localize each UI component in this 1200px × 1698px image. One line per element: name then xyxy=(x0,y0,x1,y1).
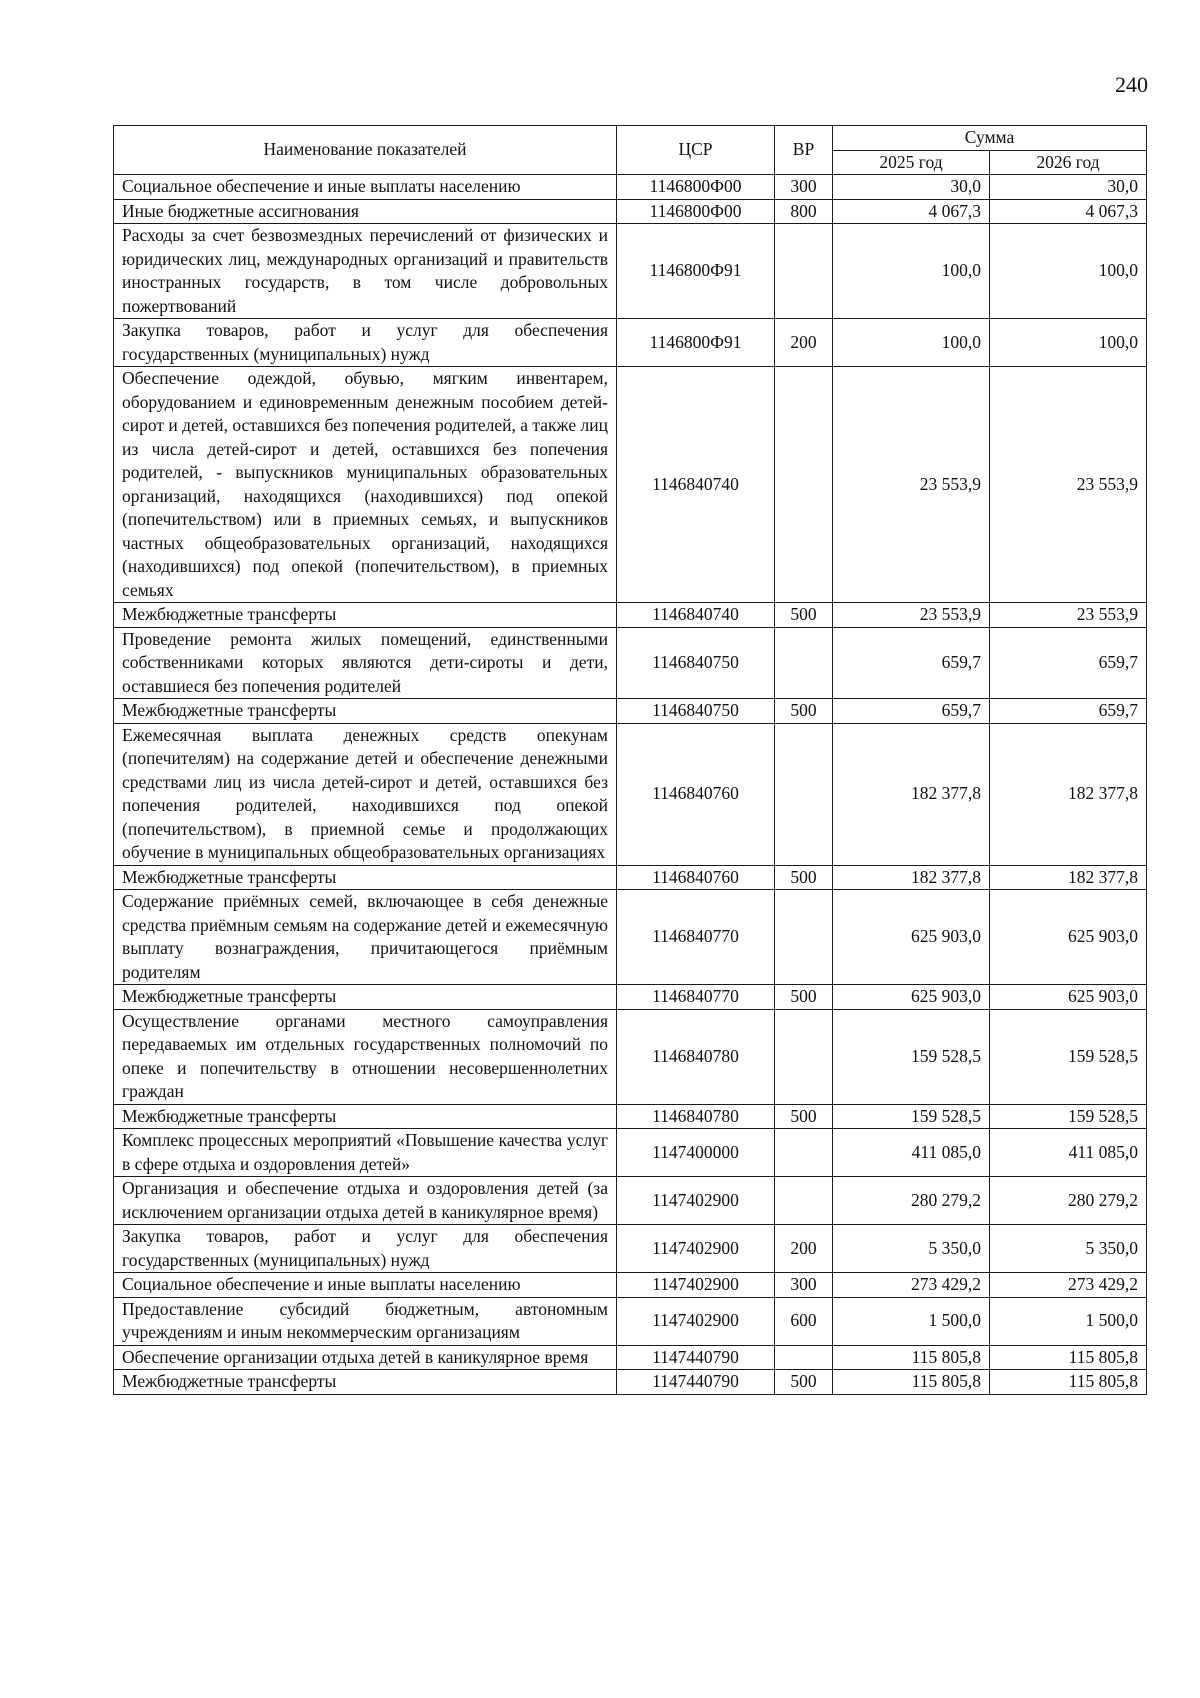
cell-csr: 1146840740 xyxy=(617,367,775,603)
cell-csr: 1146800Ф00 xyxy=(617,175,775,200)
cell-vr: 200 xyxy=(775,319,833,367)
cell-csr: 1146800Ф00 xyxy=(617,199,775,224)
cell-vr: 500 xyxy=(775,699,833,724)
cell-vr xyxy=(775,1345,833,1370)
cell-csr: 1147440790 xyxy=(617,1370,775,1395)
cell-amount-2025: 23 553,9 xyxy=(833,603,990,628)
cell-amount-2025: 115 805,8 xyxy=(833,1370,990,1395)
cell-name: Межбюджетные трансферты xyxy=(114,603,617,628)
cell-name: Межбюджетные трансферты xyxy=(114,865,617,890)
cell-amount-2026: 1 500,0 xyxy=(990,1297,1147,1345)
table-row xyxy=(114,1297,1147,1345)
cell-amount-2026: 100,0 xyxy=(990,319,1147,367)
cell-vr xyxy=(775,224,833,319)
table-row xyxy=(114,1104,1147,1129)
cell-csr: 1146840780 xyxy=(617,1104,775,1129)
budget-table xyxy=(113,125,1147,1395)
cell-csr: 1147402900 xyxy=(617,1297,775,1345)
cell-amount-2025: 625 903,0 xyxy=(833,890,990,985)
cell-csr: 1147402900 xyxy=(617,1177,775,1225)
cell-amount-2025: 659,7 xyxy=(833,627,990,699)
table-row xyxy=(114,603,1147,628)
cell-name: Иные бюджетные ассигнования xyxy=(114,199,617,224)
cell-amount-2026: 182 377,8 xyxy=(990,723,1147,865)
cell-vr: 500 xyxy=(775,1370,833,1395)
cell-vr xyxy=(775,367,833,603)
cell-vr xyxy=(775,723,833,865)
cell-name: Закупка товаров, работ и услуг для обеспечения государственных (муниципальных) нужд xyxy=(114,319,617,367)
table-body xyxy=(114,175,1147,1395)
cell-vr: 300 xyxy=(775,1273,833,1298)
cell-amount-2025: 1 500,0 xyxy=(833,1297,990,1345)
cell-amount-2025: 625 903,0 xyxy=(833,985,990,1010)
cell-csr: 1146800Ф91 xyxy=(617,319,775,367)
cell-amount-2025: 100,0 xyxy=(833,319,990,367)
cell-name: Расходы за счет безвозмездных перечислений от физических и юридических лиц, международных организаций и правительств иностранных государств, в том числе добровольных пожертвований xyxy=(114,224,617,319)
cell-amount-2025: 115 805,8 xyxy=(833,1345,990,1370)
cell-amount-2026: 115 805,8 xyxy=(990,1370,1147,1395)
cell-amount-2026: 4 067,3 xyxy=(990,199,1147,224)
header-name: Наименование показателей xyxy=(114,126,617,175)
cell-amount-2025: 182 377,8 xyxy=(833,723,990,865)
table-row xyxy=(114,1345,1147,1370)
cell-amount-2026: 159 528,5 xyxy=(990,1104,1147,1129)
table-row xyxy=(114,890,1147,985)
cell-amount-2026: 5 350,0 xyxy=(990,1225,1147,1273)
cell-csr: 1146840750 xyxy=(617,699,775,724)
table-row xyxy=(114,199,1147,224)
cell-vr xyxy=(775,1177,833,1225)
page-number: 240 xyxy=(1115,72,1148,97)
cell-amount-2025: 411 085,0 xyxy=(833,1129,990,1177)
cell-vr xyxy=(775,627,833,699)
cell-amount-2026: 625 903,0 xyxy=(990,890,1147,985)
table-row xyxy=(114,1225,1147,1273)
cell-name: Социальное обеспечение и иные выплаты населению xyxy=(114,175,617,200)
cell-name: Обеспечение одеждой, обувью, мягким инвентарем, оборудованием и единовременным денежным пособием детей-сирот и детей, оставшихся без попечения родителей, а также лиц из числа детей-сирот и детей, оставшихся без попечения родителей, - выпускников муниципальных образовательных организаций, находящихся (находившихся) под опекой (попечительством) или в приемных семьях, и выпускников частных общеобразовательных организаций, находящихся (находившихся) под опекой (попечительством), в приемных семьях xyxy=(114,367,617,603)
cell-amount-2026: 115 805,8 xyxy=(990,1345,1147,1370)
cell-name: Обеспечение организации отдыха детей в каникулярное время xyxy=(114,1345,617,1370)
cell-vr: 500 xyxy=(775,985,833,1010)
cell-name: Организация и обеспечение отдыха и оздоровления детей (за исключением организации отдыха детей в каникулярное время) xyxy=(114,1177,617,1225)
cell-amount-2025: 159 528,5 xyxy=(833,1009,990,1104)
cell-amount-2025: 280 279,2 xyxy=(833,1177,990,1225)
cell-csr: 1146840770 xyxy=(617,890,775,985)
cell-vr: 500 xyxy=(775,1104,833,1129)
header-year-2025: 2025 год xyxy=(833,150,990,175)
cell-vr: 600 xyxy=(775,1297,833,1345)
cell-vr: 500 xyxy=(775,865,833,890)
table-row xyxy=(114,985,1147,1010)
cell-name: Предоставление субсидий бюджетным, автономным учреждениям и иным некоммерческим организациям xyxy=(114,1297,617,1345)
cell-amount-2026: 659,7 xyxy=(990,627,1147,699)
cell-csr: 1147402900 xyxy=(617,1225,775,1273)
cell-amount-2026: 100,0 xyxy=(990,224,1147,319)
cell-amount-2026: 273 429,2 xyxy=(990,1273,1147,1298)
cell-amount-2026: 659,7 xyxy=(990,699,1147,724)
cell-vr xyxy=(775,1009,833,1104)
cell-amount-2025: 100,0 xyxy=(833,224,990,319)
cell-csr: 1146800Ф91 xyxy=(617,224,775,319)
table-row xyxy=(114,224,1147,319)
table-row xyxy=(114,1273,1147,1298)
cell-name: Комплекс процессных мероприятий «Повышение качества услуг в сфере отдыха и оздоровления детей» xyxy=(114,1129,617,1177)
cell-amount-2025: 159 528,5 xyxy=(833,1104,990,1129)
cell-csr: 1147440790 xyxy=(617,1345,775,1370)
cell-csr: 1146840760 xyxy=(617,723,775,865)
table-row xyxy=(114,699,1147,724)
cell-csr: 1146840750 xyxy=(617,627,775,699)
table-header xyxy=(114,126,1147,175)
cell-amount-2026: 159 528,5 xyxy=(990,1009,1147,1104)
cell-name: Закупка товаров, работ и услуг для обеспечения государственных (муниципальных) нужд xyxy=(114,1225,617,1273)
header-vr: ВР xyxy=(775,126,833,175)
cell-name: Межбюджетные трансферты xyxy=(114,1370,617,1395)
table-row xyxy=(114,1370,1147,1395)
cell-csr: 1147400000 xyxy=(617,1129,775,1177)
cell-name: Межбюджетные трансферты xyxy=(114,699,617,724)
cell-amount-2026: 625 903,0 xyxy=(990,985,1147,1010)
table-row xyxy=(114,627,1147,699)
cell-amount-2026: 280 279,2 xyxy=(990,1177,1147,1225)
cell-csr: 1146840780 xyxy=(617,1009,775,1104)
cell-vr: 300 xyxy=(775,175,833,200)
cell-amount-2026: 23 553,9 xyxy=(990,367,1147,603)
cell-vr xyxy=(775,1129,833,1177)
header-sum: Сумма xyxy=(833,126,1147,151)
cell-name: Межбюджетные трансферты xyxy=(114,1104,617,1129)
cell-amount-2026: 23 553,9 xyxy=(990,603,1147,628)
cell-amount-2026: 411 085,0 xyxy=(990,1129,1147,1177)
cell-amount-2025: 4 067,3 xyxy=(833,199,990,224)
table-row xyxy=(114,1177,1147,1225)
table-row xyxy=(114,1129,1147,1177)
cell-amount-2025: 23 553,9 xyxy=(833,367,990,603)
cell-amount-2025: 5 350,0 xyxy=(833,1225,990,1273)
cell-amount-2025: 182 377,8 xyxy=(833,865,990,890)
header-year-2026: 2026 год xyxy=(990,150,1147,175)
cell-csr: 1147402900 xyxy=(617,1273,775,1298)
cell-csr: 1146840770 xyxy=(617,985,775,1010)
cell-amount-2025: 659,7 xyxy=(833,699,990,724)
cell-csr: 1146840740 xyxy=(617,603,775,628)
table-row xyxy=(114,723,1147,865)
cell-name: Ежемесячная выплата денежных средств опекунам (попечителям) на содержание детей и обеспечение денежными средствами лиц из числа детей-сирот и детей, оставшихся без попечения родителей, находившихся под опекой (попечительством), в приемной семье и продолжающих обучение в муниципальных общеобразовательных организациях xyxy=(114,723,617,865)
cell-name: Содержание приёмных семей, включающее в себя денежные средства приёмным семьям на содержание детей и ежемесячную выплату вознаграждения, причитающегося приёмным родителям xyxy=(114,890,617,985)
cell-amount-2026: 30,0 xyxy=(990,175,1147,200)
cell-vr: 200 xyxy=(775,1225,833,1273)
cell-vr: 800 xyxy=(775,199,833,224)
header-csr: ЦСР xyxy=(617,126,775,175)
cell-name: Осуществление органами местного самоуправления передаваемых им отдельных государственных полномочий по опеке и попечительству в отношении несовершеннолетних граждан xyxy=(114,1009,617,1104)
table-row xyxy=(114,865,1147,890)
cell-vr: 500 xyxy=(775,603,833,628)
cell-name: Социальное обеспечение и иные выплаты населению xyxy=(114,1273,617,1298)
cell-amount-2025: 30,0 xyxy=(833,175,990,200)
cell-csr: 1146840760 xyxy=(617,865,775,890)
cell-name: Межбюджетные трансферты xyxy=(114,985,617,1010)
cell-amount-2025: 273 429,2 xyxy=(833,1273,990,1298)
table-row xyxy=(114,175,1147,200)
table-row xyxy=(114,319,1147,367)
table-row xyxy=(114,1009,1147,1104)
cell-amount-2026: 182 377,8 xyxy=(990,865,1147,890)
cell-vr xyxy=(775,890,833,985)
cell-name: Проведение ремонта жилых помещений, единственными собственниками которых являются дети-сироты и дети, оставшиеся без попечения родителей xyxy=(114,627,617,699)
table-row xyxy=(114,367,1147,603)
